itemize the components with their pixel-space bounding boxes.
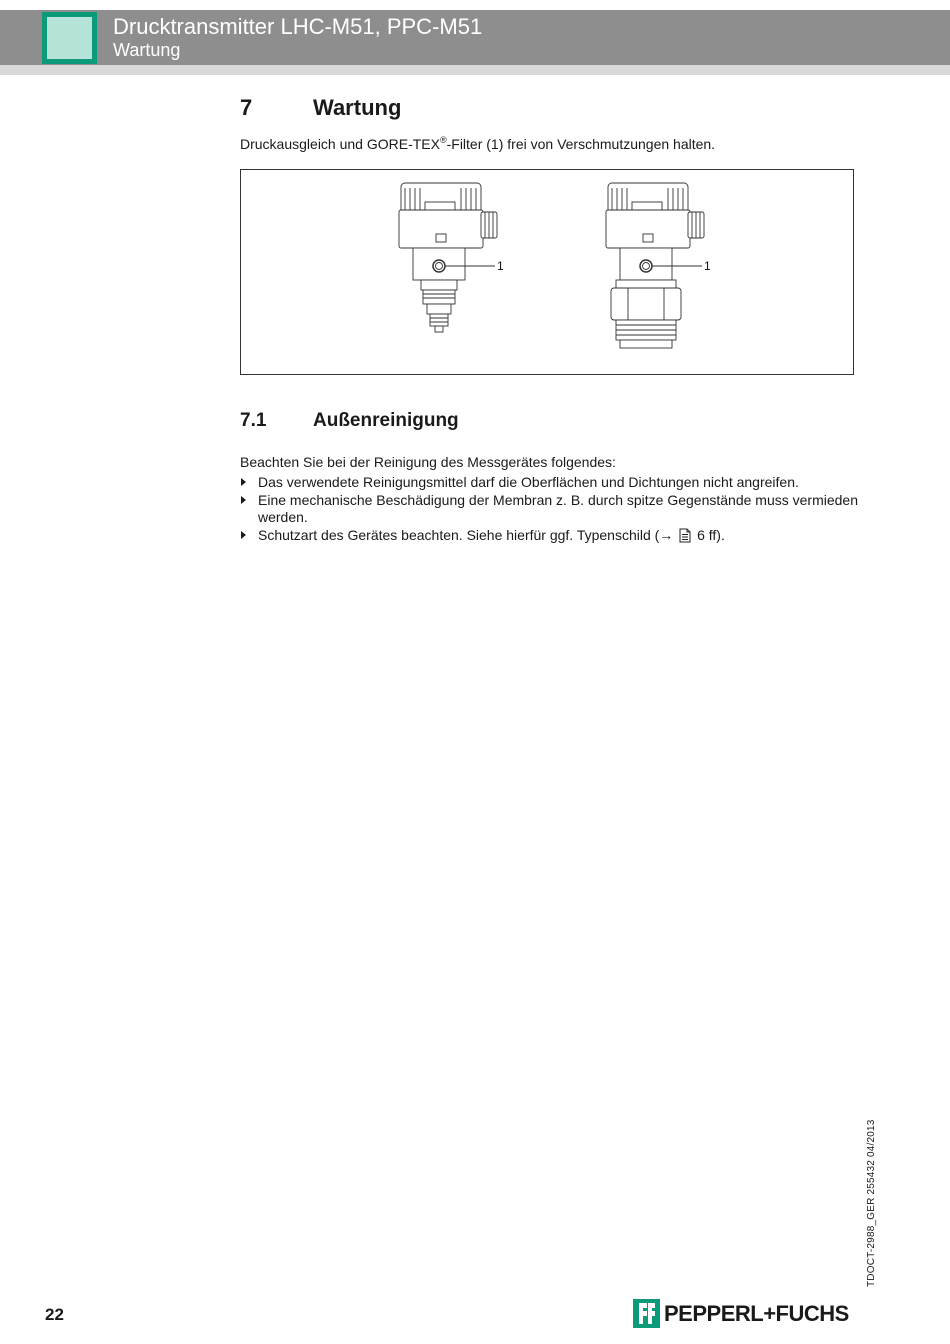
- registered-mark: ®: [439, 135, 447, 145]
- device-figure: [240, 169, 854, 375]
- section-number: 7: [240, 95, 253, 120]
- subsection-number: 7.1: [240, 410, 267, 431]
- device-left: [399, 183, 497, 332]
- device-right: [606, 183, 704, 348]
- header-title: Drucktransmitter LHC-M51, PPC-M51: [113, 14, 483, 39]
- pressure-transmitter-drawing: [241, 170, 855, 376]
- callout-right: 1: [704, 259, 711, 273]
- intro-text-a: Druckausgleich und GORE-TEX: [240, 136, 440, 152]
- subsection-title: Außenreinigung: [313, 410, 459, 431]
- page-reference[interactable]: 6 ff).: [693, 526, 725, 543]
- intro-text-b: -Filter (1) frei von Verschmutzungen halten.: [446, 136, 716, 152]
- list-item-text: Schutzart des Gerätes beachten. Siehe hierfür ggf. Typenschild (→: [258, 526, 678, 543]
- list-item-text: Das verwendete Reinigungsmittel darf die Oberflächen und Dichtungen nicht angreifen.: [258, 474, 799, 490]
- document-icon: [679, 528, 691, 543]
- list-item: [240, 492, 860, 527]
- header-subtitle: Wartung: [113, 40, 181, 60]
- chapter-marker-icon: [42, 12, 97, 64]
- top-strip: [0, 0, 950, 10]
- pepperl-fuchs-logo-icon: [633, 1299, 660, 1328]
- intro-paragraph: [240, 135, 715, 152]
- list-item: [240, 474, 860, 492]
- list-item: [240, 527, 860, 545]
- bullet-triangle-icon: [241, 478, 246, 486]
- list-item-text: Eine mechanische Beschädigung der Membran z. B. durch spitze Gegenstände muss vermieden werden.: [258, 491, 858, 525]
- page-number: 22: [45, 1305, 64, 1324]
- callout-left: 1: [497, 259, 504, 273]
- cleaning-list: [240, 474, 860, 544]
- header-underline: [0, 65, 950, 75]
- section-title: Wartung: [313, 95, 402, 120]
- brand-name: PEPPERL+FUCHS: [664, 1301, 849, 1326]
- lead-paragraph: Beachten Sie bei der Reinigung des Messgerätes folgendes:: [240, 454, 616, 470]
- document-id: TDOCT-2988_GER 255432 04/2013: [866, 1119, 877, 1287]
- bullet-triangle-icon: [241, 531, 246, 539]
- bullet-triangle-icon: [241, 496, 246, 504]
